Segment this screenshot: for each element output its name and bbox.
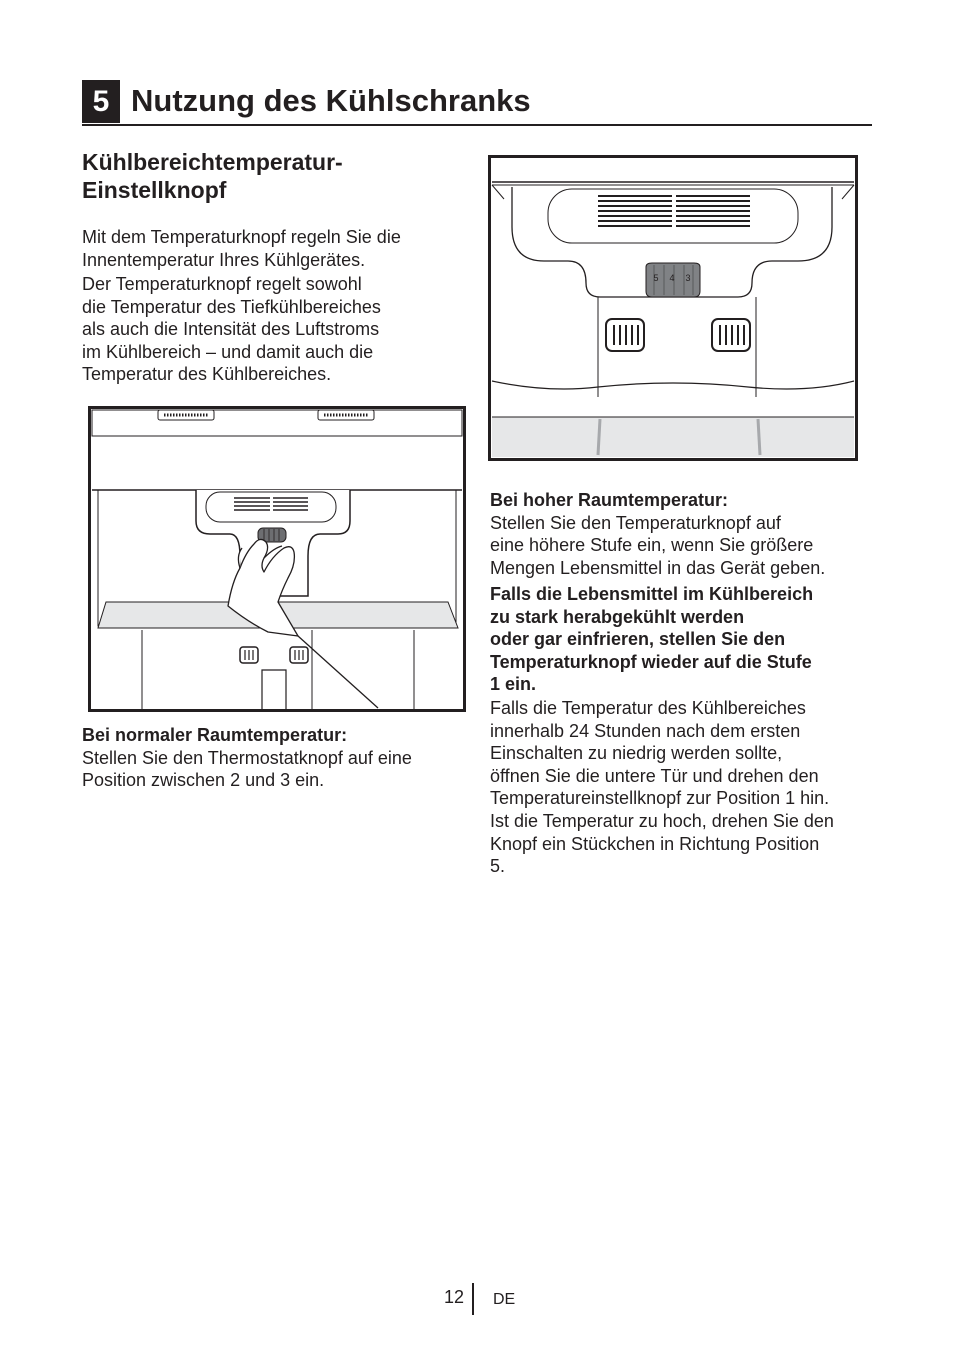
lamp-cover-left	[606, 319, 644, 351]
high-temperature-paragraph	[490, 489, 880, 579]
text-line: Position zwischen 2 und 3 ein.	[82, 770, 325, 791]
text-line: als auch die Intensität des Luftstroms	[82, 319, 380, 340]
section-heading-line: Kühlbereichtemperatur-	[82, 149, 343, 175]
knob-adjustment-illustration	[88, 406, 466, 712]
dial-label: 5	[653, 273, 659, 283]
description-paragraph	[82, 273, 462, 386]
chapter-title: Nutzung des Kühlschranks	[131, 83, 531, 118]
top-vent-right	[318, 410, 374, 420]
lamp-cover-right	[290, 647, 308, 663]
overcooling-warning-paragraph	[490, 583, 880, 696]
text-line: oder gar einfrieren, stellen Sie den	[490, 629, 786, 650]
text-line: Ist die Temperatur zu hoch, drehen Sie den	[490, 810, 834, 831]
page-number: 12	[443, 1287, 464, 1307]
text-line: die Temperatur des Tiefkühlbereiches	[82, 296, 381, 317]
text-line: Falls die Lebensmittel im Kühlbereich	[490, 584, 814, 604]
text-line: innerhalb 24 Stunden nach dem ersten	[490, 720, 801, 741]
control-panel-illustration	[488, 155, 858, 461]
text-line: Temperatureinstellknopf zur Position 1 hin.	[490, 788, 830, 809]
normal-temperature-heading: Bei normaler Raumtemperatur:	[82, 725, 348, 745]
lamp-cover-left	[240, 647, 258, 663]
text-line: im Kühlbereich – und damit auch die	[82, 341, 374, 362]
text-line: Falls die Temperatur des Kühlbereiches	[490, 698, 806, 718]
text-line: Mengen Lebensmittel in das Gerät geben.	[490, 557, 826, 578]
text-line: Innentemperatur Ihres Kühlgerätes.	[82, 249, 366, 270]
text-line: Knopf ein Stückchen in Richtung Position	[490, 833, 820, 854]
text-line: öffnen Sie die untere Tür und drehen den	[490, 765, 819, 786]
text-line: Einschalten zu niedrig werden sollte,	[490, 743, 783, 764]
text-line: 5.	[490, 856, 506, 877]
section-heading-line: Einstellknopf	[82, 177, 227, 203]
dial-label: 3	[685, 273, 691, 283]
language-code: DE	[493, 1291, 516, 1308]
dial-label: 4	[669, 273, 675, 283]
text-line: Stellen Sie den Thermostatknopf auf eine	[82, 747, 412, 768]
normal-temperature-paragraph	[82, 724, 462, 792]
text-line: 1 ein.	[490, 674, 537, 695]
low-temperature-paragraph	[490, 697, 880, 878]
text-line: zu stark herabgekühlt werden	[490, 606, 745, 627]
text-line: Stellen Sie den Temperaturknopf auf	[490, 512, 781, 533]
temperature-dial	[646, 263, 700, 297]
text-line: eine höhere Stufe ein, wenn Sie größere	[490, 535, 814, 556]
intro-paragraph	[82, 226, 462, 271]
text-line: Der Temperaturknopf regelt sowohl	[82, 274, 362, 294]
lamp-cover-right	[712, 319, 750, 351]
chapter-header	[82, 80, 872, 126]
footer-divider	[472, 1283, 474, 1315]
high-temperature-heading: Bei hoher Raumtemperatur:	[490, 490, 729, 510]
text-line: Temperatur des Kühlbereiches.	[82, 364, 332, 385]
top-vent-left	[158, 410, 214, 420]
text-line: Mit dem Temperaturknopf regeln Sie die	[82, 227, 401, 247]
chapter-number-badge: 5	[82, 80, 120, 123]
section-heading	[82, 148, 462, 204]
text-line: Temperaturknopf wieder auf die Stufe	[490, 651, 812, 672]
